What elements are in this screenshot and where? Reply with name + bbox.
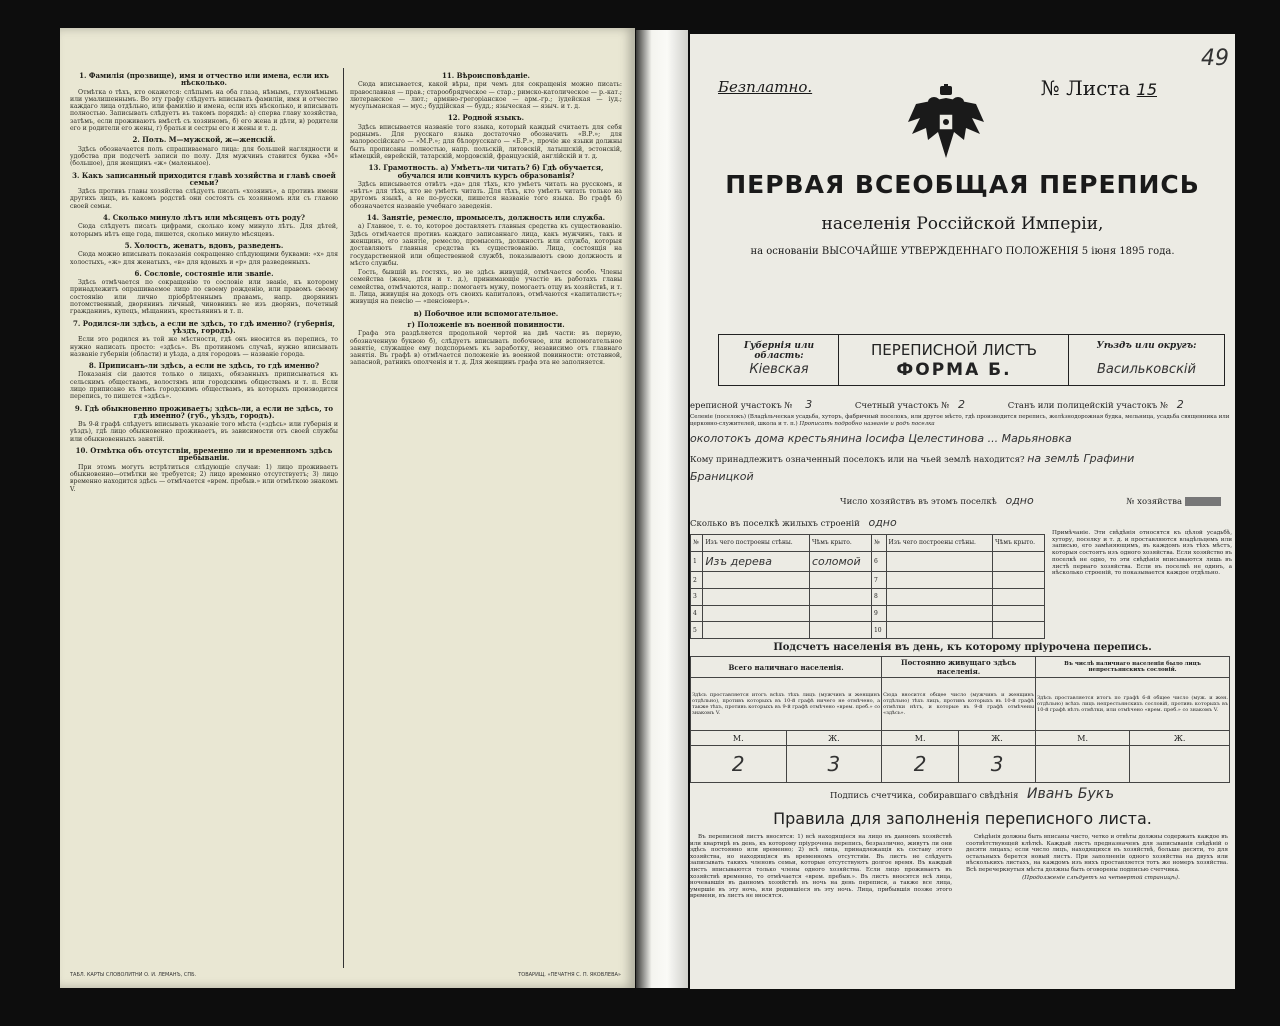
owner-value: на землѣ Графини [1027, 452, 1135, 465]
col-walls-left: Изъ чего построены стѣны. [703, 535, 810, 552]
head-permanent: Постоянно живущаго здѣсь населенія. [882, 657, 1036, 678]
imperial-eagle-emblem-icon [906, 84, 986, 162]
permanent-zh: 3 [959, 746, 1036, 783]
section-heading: 11. Вѣроисповѣданіе. [442, 71, 530, 80]
section-heading: 6. Сословіе, состояніе или званіе. [134, 268, 274, 278]
form-basis-line: на основаніи ВЫСОЧАЙШЕ УТВЕРЖДЕННАГО ПОЛОЖЕНІЯ 5 іюня 1895 года. [750, 246, 1175, 257]
count-title: Подсчетъ населенія въ день, къ которому пріурочена перепись. [773, 642, 1152, 653]
desc-permanent: Сюда вносится общее число (мужчинъ и женщинъ отдѣльно) тѣхъ лицъ, противъ которыхъ въ 10-й графѣ отмѣтки нѣтъ, и которые въ 9-й графѣ отмѣчены «здѣсь». [882, 678, 1036, 731]
col-roof-left: Чѣмъ крыто. [809, 535, 871, 552]
section-heading: в) Побочное или вспомогательное. [413, 308, 559, 318]
settlement-line [690, 414, 1230, 427]
settlement-value: околотокъ дома крестьянина Іосифа Целестинова ... Марьяновка [690, 432, 1072, 445]
desc-nonclass: Здѣсь проставляется итогъ по графѣ 6-й общее число (муж. и жен. отдѣльно) всѣхъ лицъ непрестьянскихъ сословій, противъ которыхъ въ 10-й графѣ нѣтъ отмѣтки, или отмѣчено «врем. преб.» со знакомъ V. [1036, 678, 1230, 731]
section-text: Если это родился въ той же мѣстности, гдѣ онъ вносится въ перепись, то нужно написать просто: «здѣсь». Въ противномъ случаѣ, нужно вписывать названіе губерніи (области) и уѣзда, а для городовъ — названіе города. [70, 336, 338, 358]
settlement-note: (Владѣльческая усадьба, хуторъ, фабричный поселокъ, или другое мѣсто, гдѣ производится перепись, желѣзнодорожная будка, мельница, усадьба священника или церковно-служителей, школа и т. п.) [690, 414, 1230, 427]
left-column-2 [350, 68, 622, 369]
section-heading: 4. Сколько минуло лѣтъ или мѣсяцевъ отъ роду? [103, 213, 305, 223]
nonclass-zh [1130, 746, 1230, 783]
house-table [690, 534, 1045, 639]
table-row: 3 8 [691, 588, 1045, 605]
section-text: Здѣсь вписывается отвѣтъ «да» для тѣхъ, кто умѣетъ читать на русскомъ, и «нѣтъ» для тѣхъ, кто не умѣетъ читать. Для тѣхъ, кто умѣетъ читать только на другомъ языкѣ, а не по-русски, пишется названіе того языка. Во графѣ б) обозначается названіе учебнаго заведенія. [350, 180, 622, 210]
head-total: Всего наличнаго населенія. [691, 657, 882, 678]
owner-line [690, 452, 1134, 465]
buildings-value: одно [868, 516, 897, 529]
section-text: а) Главное, т. е. то, которое доставляетъ главныя средства къ существованію. Здѣсь отмѣчается противъ каждаго записаннаго лица, какъ мужчинъ, такъ и женщинъ, его занятіе, ремесло, промыселъ, должность или служба, которыя доставляютъ главныя средства къ существованію. Лица, состоящія на государственной или общественной службѣ, показываютъ свою должность и мѣсто службы. [350, 223, 622, 267]
rules-column-1: Въ переписной листъ вносятся: 1) всѣ находящіеся на лицо въ данномъ хозяйствѣ или квартирѣ въ день, къ которому пріурочена перепись, безразлично, живутъ ли они здѣсь постоянно или временно; 2) всѣ лица, принадлежащія къ составу этого хозяйства, но находящіяся въ временномъ отсутствіи. Въ листъ не слѣдуетъ записывать такихъ членовъ семьи, которые отсутствуютъ долгое время. Въ каждый листъ вписываются только члены одного хозяйства. Если лицо проживаетъ въ хозяйствѣ временно, то отмѣчается «врем. пребыв.». Въ листъ вносятся всѣ лица, ночевавшія въ данномъ хозяйствѣ въ ночь на день переписи, а также все лица, умершіе въ эту ночь, или родившіеся въ эту ночь. Лица, прибывшія позже этого времени, въ листъ не вносятся. [690, 834, 952, 900]
section-heading: 9. Гдѣ обыкновенно проживаетъ; здѣсь-ли, а если не здѣсь, то гдѣ именно? (губ., уѣздъ, городъ). [74, 403, 334, 420]
permanent-m: 2 [882, 746, 959, 783]
signature-value: Иванъ Букъ [1027, 786, 1115, 802]
left-footer-printer: ТАБЛ. КАРТЫ СЛОВОЛИТНИ О. И. ЛЕМАНЪ, СПБ. [70, 972, 197, 978]
buildings-line [690, 516, 897, 529]
house-note: Примѣчаніе. Эти свѣдѣнія относятся къ цѣлой усадьбѣ, хутору, поселку и т. д. и проставляются владѣльцемъ или записью, его замѣняющимъ, въ каждомъ изъ тѣхъ мѣстъ, которыя состоятъ изъ одного хозяйства. Если хозяйство въ поселкѣ не одно, то эти свѣдѣнія вписываются лишь въ листѣ перваго хозяйства. Если въ поселкѣ не одинъ, а нѣсколько строеній, то показывается каждое отдѣльно. [1052, 530, 1232, 577]
table-row: 5 10 [691, 622, 1045, 639]
section-heading: 5. Холостъ, женатъ, вдовъ, разведенъ. [124, 240, 284, 250]
section-text: Сюда слѣдуетъ писать цифрами, сколько кому минуло лѣтъ. Для дѣтей, которымъ нѣтъ еще года, пишется, сколько минуло мѣсяцевъ. [70, 223, 338, 238]
head-nonclass: Въ числѣ наличнаго населенія было лицъ непрестьянскихъ сословій. [1036, 657, 1230, 678]
section-text: Показанія сіи даются только о лицахъ, обязанныхъ приписываться къ сельскимъ обществамъ, волостямъ или городскимъ обществамъ и т. п. Если лицо приписано къ тѣмъ городскимъ обществамъ, въ которыхъ производится перепись, то пишется «здѣсь». [70, 371, 338, 401]
sheet-number [1041, 76, 1157, 100]
owner-line-2 [690, 470, 754, 483]
settlement-hint: Прописать подробно названіе и родъ поселка [799, 420, 935, 427]
section-heading: 7. Родился-ли здѣсь, а если не здѣсь, то гдѣ именно? (губернія, уѣздъ, городъ). [73, 318, 335, 335]
section-text: Сюда можно вписывать показанія сокращенно слѣдующими буквами: «х» для холостыхъ, «ж» для женатыхъ, «в» для вдовыхъ и «р» для разведенныхъ. [70, 251, 338, 266]
district-line [690, 398, 1184, 411]
schet-label: Счетный участокъ № [854, 401, 950, 411]
table-row: 2 7 [691, 572, 1045, 589]
section-heading: 8. Приписанъ-ли здѣсь, а если не здѣсь, то гдѣ именно? [88, 361, 320, 371]
column-divider [343, 68, 344, 968]
form-subtitle: населенія Россійской Имперіи, [821, 214, 1104, 234]
gubernia-value: Кіевская [749, 362, 809, 377]
section-heading: 12. Родной языкъ. [447, 113, 525, 123]
population-count-table: Всего наличнаго населенія. Постоянно живущаго здѣсь населенія. Въ числѣ наличнаго населенія было лицъ непрестьянскихъ сословій. Здѣсь проставляется итогъ всѣхъ тѣхъ лицъ (мужчинъ и женщинъ отдѣльно), противъ которыхъ въ 10-й графѣ ничего не отмѣчено, а также тѣхъ, противъ которыхъ въ 9-й графѣ отмѣчено «врем. преб.» со знакомъ V. Сюда вносится общее число (мужчинъ и женщинъ отдѣльно) тѣхъ лицъ, противъ которыхъ въ 10-й графѣ отмѣтки нѣтъ, и которые въ 9-й графѣ отмѣчены «здѣсь». Здѣсь проставляется итогъ по графѣ 6-й общее число (муж. и жен. отдѣльно) всѣхъ лицъ непрестьянскихъ сословій, противъ которыхъ въ 10-й графѣ нѣтъ отмѣтки, или отмѣчено «врем. преб.» со знакомъ V. М. Ж. М. Ж. М. Ж. 2 3 2 3 [690, 656, 1230, 783]
section-heading: 14. Занятіе, ремесло, промыселъ, должность или служба. [366, 213, 606, 223]
left-column-1 [70, 68, 338, 495]
nonclass-m [1036, 746, 1130, 783]
section-text: Здѣсь обозначается полъ спрашиваемаго лица: для большей наглядности и удобства при подсчетѣ записи по полу. Для мужчинъ ставится буква «М» (большое), для женщинъ «ж» (маленькое). [70, 145, 338, 168]
corner-page-number: 49 [1201, 46, 1229, 71]
section-text: При этомъ могутъ встрѣтиться слѣдующіе случаи: 1) лицо проживаетъ обыкновенно—отмѣтки не требуется; 2) лицо временно отсутствуетъ; 3) лицо временно находится здѣсь — отмѣчается «врем. пребыв.» или отмѣткою знакомъ V. [70, 463, 338, 493]
section-text: Сюда вписывается, какой вѣры, при чемъ для сокращенія можно писать: православная — прав.; старообрядческое — стар.; римско-католическое — р.-кат.; лютеранское — лют.; армяно-грегоріанское — арм.-гр.; іудейская — іуд.; мусульманская — мус.; буддійская — будд.; языческая — языч. и т. д. [350, 81, 622, 111]
book-spine [636, 30, 688, 988]
section-text: Здѣсь вписывается названіе того языка, который каждый считаетъ для себя роднымъ. Для русскаго языка достаточно обозначить «В.Р.»; для малороссійскаго — «М.Р.»; для бѣлорусскаго — «Б.Р.», прочіе же языки должны быть прописаны полностью, напр. польскій, литовскій, латышскій, эстонскій, нѣмецкій, еврейскій, татарскій, мордовскій, французскій, англійскій и т. д. [350, 123, 622, 160]
signature-line [830, 786, 1114, 802]
col-walls-right: Изъ чего построены стѣны. [886, 535, 993, 552]
household-no-label: № хозяйства [1126, 497, 1183, 507]
rules-title: Правила для заполненія переписного листа. [773, 809, 1152, 828]
rules-continued: (Продолженіе слѣдуетъ на четвертой страницѣ). [1022, 874, 1180, 881]
stan-value: 2 [1176, 398, 1184, 411]
buildings-label: Сколько въ поселкѣ жилыхъ строеній [690, 519, 860, 529]
col-no-right: № [871, 535, 886, 552]
right-page-census-form [690, 34, 1235, 989]
households-line [840, 494, 1221, 507]
form-title-box [838, 334, 1070, 386]
section-text: Графа эта раздѣляется продольной чертой на двѣ части: въ первую, обозначенную буквою б), слѣдуетъ вписывать побочное, или вспомогательное занятіе, служащее ему подспорьемъ къ заработку, независимо отъ главнаго занятія. Въ графѣ в) отмѣчается положеніе въ военной повинности: отставной, запасной, ратникъ ополченія и т. д. Для женщинъ графа эта не заполняется. [350, 330, 622, 367]
section-text: Здѣсь противъ главы хозяйства слѣдуетъ писать «хозяинъ», а противъ имени другихъ лицъ, въ какомъ родствѣ они состоятъ съ хозяиномъ или съ главою своей семьи. [70, 188, 338, 210]
section-heading: 10. Отмѣтка объ отсутствіи, временно ли и временномъ здѣсь пребываніи. [75, 446, 333, 463]
rules-column-2: Свѣдѣнія должны быть вписаны чисто, четко и отвѣты должны содержать каждое въ соотвѣтствующей клѣткѣ. Каждый листъ предназначенъ для записыванія свѣдѣній о десяти лицахъ; если число лицъ, находящихся въ хозяйствѣ, больше десяти, то для остальныхъ берется новый листъ. При заполненіи одного хозяйства на двухъ или нѣсколькихъ листахъ, на каждомъ изъ нихъ проставляется тотъ же номеръ хозяйства. Всѣ перечеркнутыя мѣста должны быть оговорены подписью счетчика. (Продолженіе слѣдуетъ на четвертой страницѣ). [966, 834, 1228, 881]
row1-walls: Изъ дерева [703, 551, 810, 572]
uezd-box [1068, 334, 1225, 386]
form-main-title: ПЕРВАЯ ВСЕОБЩАЯ ПЕРЕПИСЬ [725, 170, 1200, 199]
section-heading: 3. Какъ записанный приходится главѣ хозяйства и главѣ своей семьи? [72, 170, 336, 187]
uezd-label: Уѣздъ или округъ: [1096, 341, 1197, 351]
sheet-number-value: 15 [1136, 80, 1157, 99]
form-title: ПЕРЕПИСНОЙ ЛИСТЪ [871, 341, 1037, 359]
section-heading: 13. Грамотность. а) Умѣетъ-ли читать? б) Гдѣ обучается, обучался или кончилъ курсъ образованія? [368, 163, 604, 180]
section-heading: г) Положеніе въ военной повинности. [407, 319, 565, 329]
form-letter: ФОРМА Б. [896, 360, 1012, 380]
owner-label: Кому принадлежитъ означенный поселокъ или на чьей землѣ находится? [690, 455, 1025, 465]
section-heading: 2. Полъ. М—мужской, ж—женскій. [132, 135, 276, 145]
perepis-value: 3 [805, 398, 813, 411]
gubernia-box [718, 334, 839, 386]
gubernia-label: Губернія или область: [743, 341, 815, 361]
section-heading: 1. Фамилія (прозвище), имя и отчество или имена, если ихъ нѣсколько. [79, 71, 329, 88]
desc-total: Здѣсь проставляется итогъ всѣхъ тѣхъ лицъ (мужчинъ и женщинъ отдѣльно), противъ которыхъ въ 10-й графѣ ничего не отмѣчено, а также тѣхъ, противъ которыхъ въ 9-й графѣ отмѣчено «врем. преб.» со знакомъ V. [691, 678, 882, 731]
table-row: 4 9 [691, 605, 1045, 622]
col-roof-right: Чѣмъ крыто. [993, 535, 1045, 552]
row1-roof: соломой [809, 551, 871, 572]
signature-label: Подпись счетчика, собиравшаго свѣдѣнія [830, 791, 1019, 801]
stan-label: Станъ или полицейскій участокъ № [1007, 401, 1169, 411]
col-no-left: № [691, 535, 703, 552]
right-footer-printer: ТОВАРИЩ. «ПЕЧАТНЯ С. П. ЯКОВЛЕВА» [518, 972, 621, 978]
households-label: Число хозяйствъ въ этомъ поселкѣ [840, 497, 997, 507]
table-row: 1 Изъ дерева соломой 6 [691, 551, 1045, 572]
section-text: Въ 9-й графѣ слѣдуетъ вписывать указаніе того мѣста («здѣсь» или губернія и уѣздъ), гдѣ лицо обыкновенно проживаетъ, въ зависимости отъ своей службы или обыкновенныхъ занятій. [70, 421, 338, 443]
total-zh: 3 [786, 746, 882, 783]
settlement-value-line [690, 432, 1230, 445]
settlement-label: Селеніе (поселокъ) [690, 414, 746, 420]
schet-value: 2 [957, 398, 965, 411]
uezd-value: Васильковскій [1097, 362, 1196, 377]
left-page-instructions [60, 28, 635, 988]
total-m: 2 [691, 746, 787, 783]
household-no-redacted [1185, 497, 1221, 506]
section-text: Здѣсь отмѣчается по сокращенію то сословіе или званіе, къ которому принадлежитъ опрашиваемое лицо по своему рожденію, или правомъ своему состоянію или лично пріобрѣтеннымъ правамъ, напр. дворянинъ потомственный, дворянинъ личный, чиновникъ не изъ дворянъ, почетный гражданинъ, купецъ, мѣщанинъ, крестьянинъ и т. п. [70, 279, 338, 316]
free-label: Безплатно. [718, 78, 813, 96]
section-text: Отмѣтка о тѣхъ, кто окажется: слѣпымъ на оба глаза, нѣмымъ, глухонѣмымъ или умалишеннымъ. Во эту графу слѣдуетъ вписывать фамиліи, имя и отчество каждаго лица отдѣльно, или фамилію и имена, если ихъ нѣсколько, и вписывать полностью. Записывать слѣдуетъ въ такомъ порядкѣ: а) сперва главу хозяйства, затѣмъ, если проживаютъ вмѣстѣ съ хозяиномъ, б) его жена и дѣти, в) родители его и родители его жены, г) братья и сестры его и жены и т. д. [70, 88, 338, 133]
sheet-number-label: № Листа [1040, 76, 1131, 100]
owner-value-2: Браницкой [690, 470, 754, 483]
households-value: одно [1005, 494, 1034, 507]
perepis-label: ереписной участокъ № [690, 401, 793, 411]
section-text: Гость, бывшій въ гостяхъ, но не здѣсь живущій, отмѣчается особо. Члены семейства (жена, дѣти и т. д.), принимающіе участіе въ работахъ главы семейства, отмѣчаются, напр.: помогаетъ мужу, помогаетъ отцу въ хозяйствѣ, и т. п. Лица, живущія на доходъ отъ своихъ капиталовъ, отмѣчаются «капиталистъ»; живущія на пенсію — «пенсіонеръ». [350, 269, 622, 306]
